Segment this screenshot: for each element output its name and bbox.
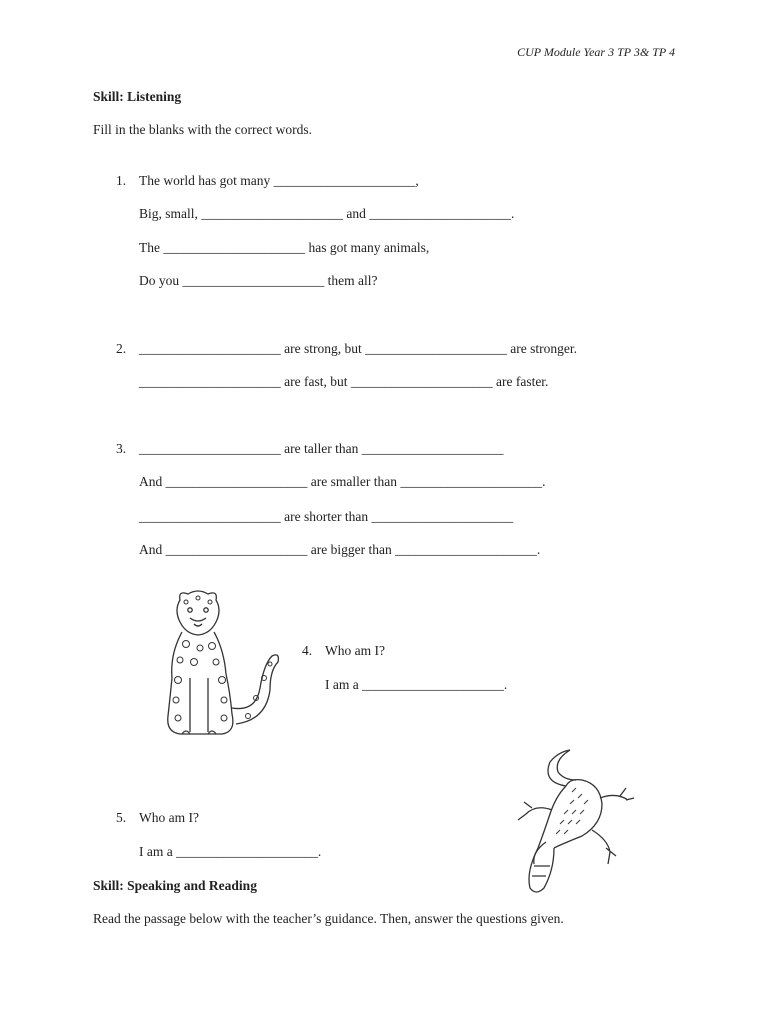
question-1-line-2: Big, small, _____________________ and _____________________. [139, 206, 515, 221]
question-3-line-4: And _____________________ are bigger than _____________________. [139, 542, 541, 557]
module-header: CUP Module Year 3 TP 3& TP 4 [517, 45, 675, 59]
question-3-number: 3. [116, 441, 127, 456]
question-4-number: 4. [302, 643, 313, 658]
question-1-line-3: The _____________________ has got many animals, [139, 240, 430, 255]
listening-instruction: Fill in the blanks with the correct words. [93, 122, 312, 137]
question-2-line-2: _____________________ are fast, but _____________________ are faster. [139, 374, 549, 389]
speaking-instruction: Read the passage below with the teacher’s guidance. Then, answer the questions given. [93, 911, 564, 926]
question-4-question: Who am I? [325, 643, 385, 658]
crocodile-icon [512, 748, 640, 898]
question-5-question: Who am I? [139, 810, 199, 825]
question-3-line-3: _____________________ are shorter than _____________________ [139, 509, 514, 524]
question-2-line-1: _____________________ are strong, but _____________________ are stronger. [139, 341, 577, 356]
question-1-line-4: Do you _____________________ them all? [139, 273, 378, 288]
question-5-number: 5. [116, 810, 127, 825]
question-1-number: 1. [116, 173, 127, 188]
question-5-answer: I am a _____________________. [139, 844, 322, 859]
leopard-icon [160, 588, 285, 740]
question-3-line-2: And _____________________ are smaller than _____________________. [139, 474, 546, 489]
speaking-heading: Skill: Speaking and Reading [93, 878, 257, 893]
question-4-answer: I am a _____________________. [325, 677, 508, 692]
question-3-line-1: _____________________ are taller than _____________________ [139, 441, 504, 456]
question-1-line-1: The world has got many _____________________, [139, 173, 419, 188]
question-2-number: 2. [116, 341, 127, 356]
listening-heading: Skill: Listening [93, 89, 182, 104]
